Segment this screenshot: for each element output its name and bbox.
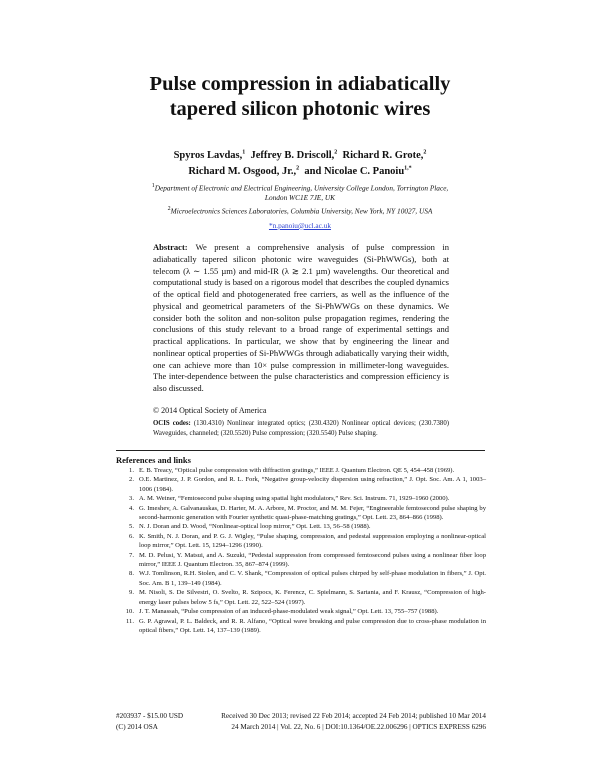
abstract-text: We present a comprehensive analysis of pulse compression in adiabatically tapered silicon photonic wire waveguides (Si-PhWWGs), both at telecom (λ ∼ 1.55 µm) and mid-IR (λ ≳ 2.1 µm) wavelengths. Our theoretical and computational study is based on a rigorous model that describes the coupled dynamics of the optical field and photogenerated free carriers, as well as the influence of the physical and geometrical parameters of the Si-PhWWGs on these dynamics. We consider both the soliton and non-soliton pulse propagation regimes, rendering the conclusions of this study relevant to a broad range of experimental settings and practical applications. In particular, we show that by engineering the linear and nonlinear optical properties of Si-PhWWGs through adiabatically varying their width, one can achieve more than 10× pulse compression in millimeter-long waveguides. The inter-dependence between the pulse characteristics and compression efficiency is also discussed. [153, 242, 449, 393]
title-line: Pulse compression in adiabatically [149, 73, 451, 95]
author: and Nicolae C. Panoiu$^{1,*}$ [304, 165, 412, 177]
reference-text: M. D. Pelusi, Y. Matsui, and A. Suzuki, “Pedestal suppression from compressed femtosecond pulses using a nonlinear fiber loop mirror,” IEEE J. Quantum Electron. 35, 867–874 (1999). [139, 551, 486, 569]
affiliation: $^1$Department of Electronic and Electrical Engineering, University College London, Torrington Place, London WC1E 7JE, UK [151, 183, 449, 203]
ocis-label: OCIS codes: [153, 420, 191, 427]
article-price: #203937 - $15.00 USD [116, 712, 184, 720]
email-link[interactable]: *n.panoiu@ucl.ac.uk [268, 220, 332, 230]
ocis-text: (130.4310) Nonlinear integrated optics; (230.4320) Nonlinear optical devices; (230.7380) Waveguides, channeled; (320.5520) Pulse compression; (320.5540) Pulse shaping. [153, 420, 449, 437]
reference-number: 7. [129, 551, 134, 559]
reference-number: 6. [129, 532, 134, 540]
reference-item [116, 494, 486, 503]
footer-copyright: (C) 2014 OSA [116, 722, 158, 731]
author: Jeffrey B. Driscoll,$^2$ [250, 149, 338, 161]
publication-dates: Received 30 Dec 2013; revised 22 Feb 2014; accepted 24 Feb 2014; published 10 Mar 2014 [221, 712, 486, 720]
affiliations [150, 182, 450, 230]
reference-item [116, 551, 486, 570]
author: Richard M. Osgood, Jr.,$^2$ [188, 165, 300, 177]
references-heading: References and links [116, 455, 191, 465]
reference-text: E. B. Treacy, “Optical pulse compression with diffraction gratings,” IEEE J. Quantum Electron. QE 5, 454–458 (1969). [139, 467, 455, 474]
reference-item [116, 504, 486, 523]
author: Richard R. Grote,$^2$ [342, 149, 427, 161]
reference-number: 11. [126, 617, 134, 625]
reference-text: J. T. Manassah, “Pulse compression of an induced-phase-modulated weak signal,” Opt. Lett. 13, 755–757 (1988). [139, 608, 439, 616]
reference-number: 5. [129, 523, 134, 531]
page-footer [116, 711, 486, 732]
reference-number: 8. [129, 570, 134, 578]
abstract-label: Abstract: [153, 242, 188, 252]
reference-number: 2. [129, 476, 134, 484]
ocis-codes [153, 419, 449, 438]
paper-title [0, 72, 600, 122]
affiliation: $^2$Microelectronics Sciences Laboratories, Columbia University, New York, NY 10027, USA [167, 205, 433, 216]
reference-number: 10. [125, 608, 134, 616]
copyright-notice: © 2014 Optical Society of America [153, 406, 267, 415]
reference-number: 4. [129, 504, 134, 512]
reference-text: G. Imeshev, A. Galvanauskas, D. Harter, M. A. Arbore, M. Proctor, and M. M. Fejer, “Engineerable femtosecond pulse shaping by second-harmonic generation with Fourier synthetic quasi-phase-matching gratings,” Opt. Lett. 23, 864–866 (1998). [139, 504, 486, 522]
journal-citation: 24 March 2014 | Vol. 22, No. 6 | DOI:10.1364/OE.22.006296 | OPTICS EXPRESS 6296 [231, 722, 486, 731]
reference-text: W.J. Tomlinson, R.H. Stolen, and C. V. Shank, “Compression of optical pulses chirped by self-phase modulation in fibers,” J. Opt. Soc. Am. B 1, 139–149 (1984). [139, 570, 486, 587]
reference-item [116, 588, 486, 607]
reference-text: N. J. Doran and D. Wood, “Nonlinear-optical loop mirror,” Opt. Lett. 13, 56–58 (1988). [139, 523, 371, 531]
section-divider [116, 450, 485, 451]
author-list [0, 146, 600, 178]
title-line: tapered silicon photonic wires [169, 98, 431, 120]
reference-text: K. Smith, N. J. Doran, and P. G. J. Wigley, “Pulse shaping, compression, and pedestal suppression employing a nonlinear-optical loop mirror,” Opt. Lett. 15, 1294–1296 (1990). [139, 532, 486, 550]
reference-item [116, 532, 486, 551]
author: Spyros Lavdas,$^1$ [173, 149, 246, 161]
reference-list [116, 466, 486, 635]
reference-text: M. Nisoli, S. De Silvestri, O. Svelto, R. Szipocs, K. Ferencz, C. Spielmann, S. Sartania, and F. Krausz, “Compression of high-energy laser pulses below 5 fs,” Opt. Lett. 22, 522–524 (1997). [139, 589, 486, 606]
reference-item [116, 475, 486, 494]
abstract [153, 242, 449, 395]
reference-number: 1. [129, 467, 134, 474]
reference-text: G. P. Agrawal, P. L. Baldeck, and R. R. Alfano, “Optical wave breaking and pulse compression due to cross-phase modulation in optical fibers,” Opt. Lett. 14, 137–139 (1989). [139, 617, 486, 634]
reference-text: A. M. Weiner, “Femtosecond pulse shaping using spatial light modulators,” Rev. Sci. Instrum. 71, 1929–1960 (2000). [139, 495, 450, 503]
reference-item [116, 466, 486, 475]
reference-number: 9. [129, 589, 134, 597]
reference-item [116, 617, 486, 636]
reference-item [116, 569, 486, 588]
reference-number: 3. [129, 495, 134, 503]
reference-item [116, 522, 486, 531]
reference-text: O.E. Martinez, J. P. Gordon, and R. L. Fork, “Negative group-velocity dispersion using refraction,” J. Opt. Soc. Am. A 1, 1003–1006 (1984). [139, 476, 486, 493]
reference-item [116, 607, 486, 616]
